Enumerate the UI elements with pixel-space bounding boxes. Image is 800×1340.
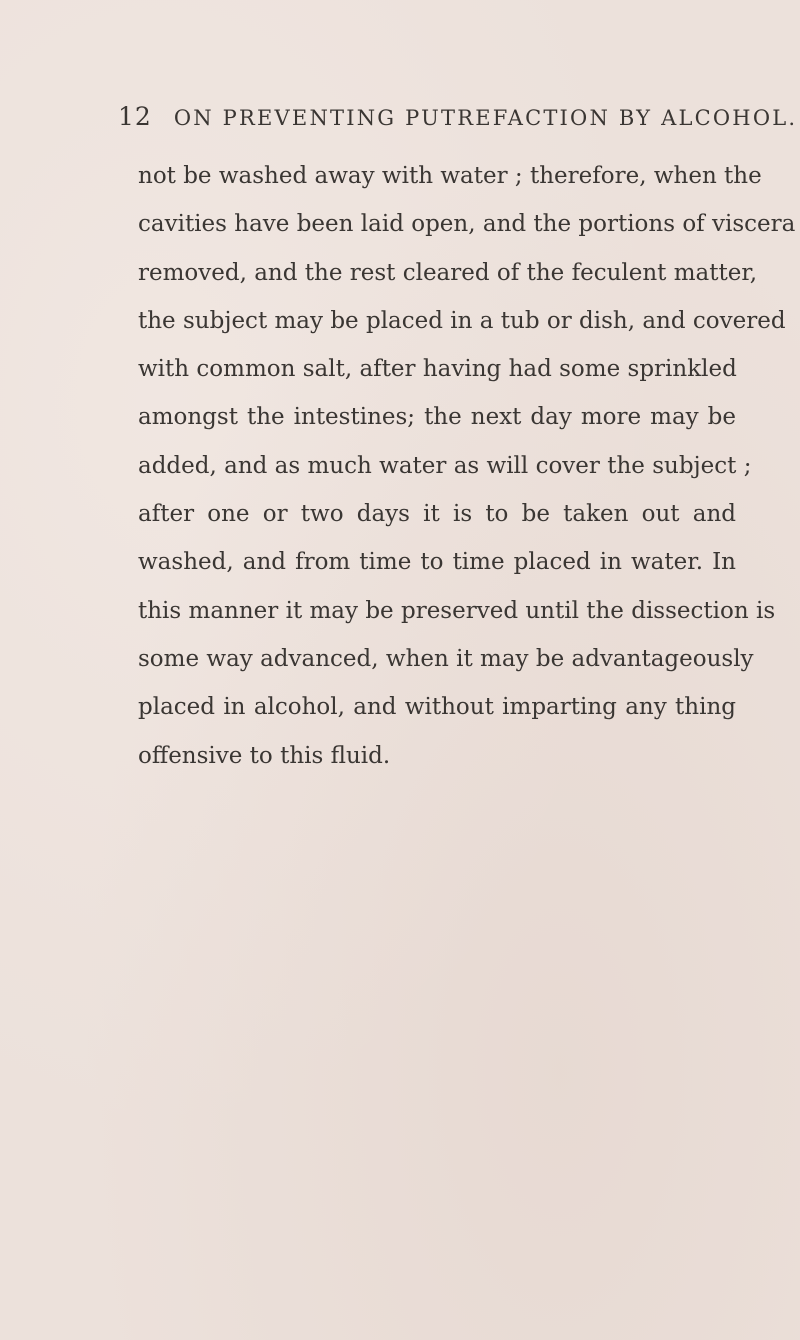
text-line: placed in alcohol, and without imparting any thing [138, 694, 736, 721]
text-line: removed, and the rest cleared of the feculent matter, [138, 259, 758, 286]
running-title: ON PREVENTING PUTREFACTION BY ALCOHOL. [173, 106, 798, 130]
text-line: some way advanced, when it may be advantageously [138, 645, 754, 672]
text-line: with common salt, after having had some sprinkled [138, 356, 737, 383]
running-head [118, 102, 798, 142]
text-line: this manner it may be preserved until the dissection is [138, 597, 776, 624]
body-paragraph [138, 152, 796, 780]
page-number: 12 [118, 102, 152, 131]
text-line: washed, and from time to time placed in water. In [138, 549, 736, 576]
text-line: not be washed away with water ; therefore, when the [138, 163, 762, 189]
text-line: cavities have been laid open, and the portions of viscera [138, 211, 796, 238]
text-line: added, and as much water as will cover the subject ; [138, 452, 752, 479]
text-line: after one or two days it is to be taken out and [138, 501, 736, 528]
text-line: amongst the intestines; the next day more may be [138, 404, 736, 431]
text-line: the subject may be placed in a tub or dish, and covered [138, 307, 786, 334]
text-line: offensive to this fluid. [138, 742, 391, 769]
